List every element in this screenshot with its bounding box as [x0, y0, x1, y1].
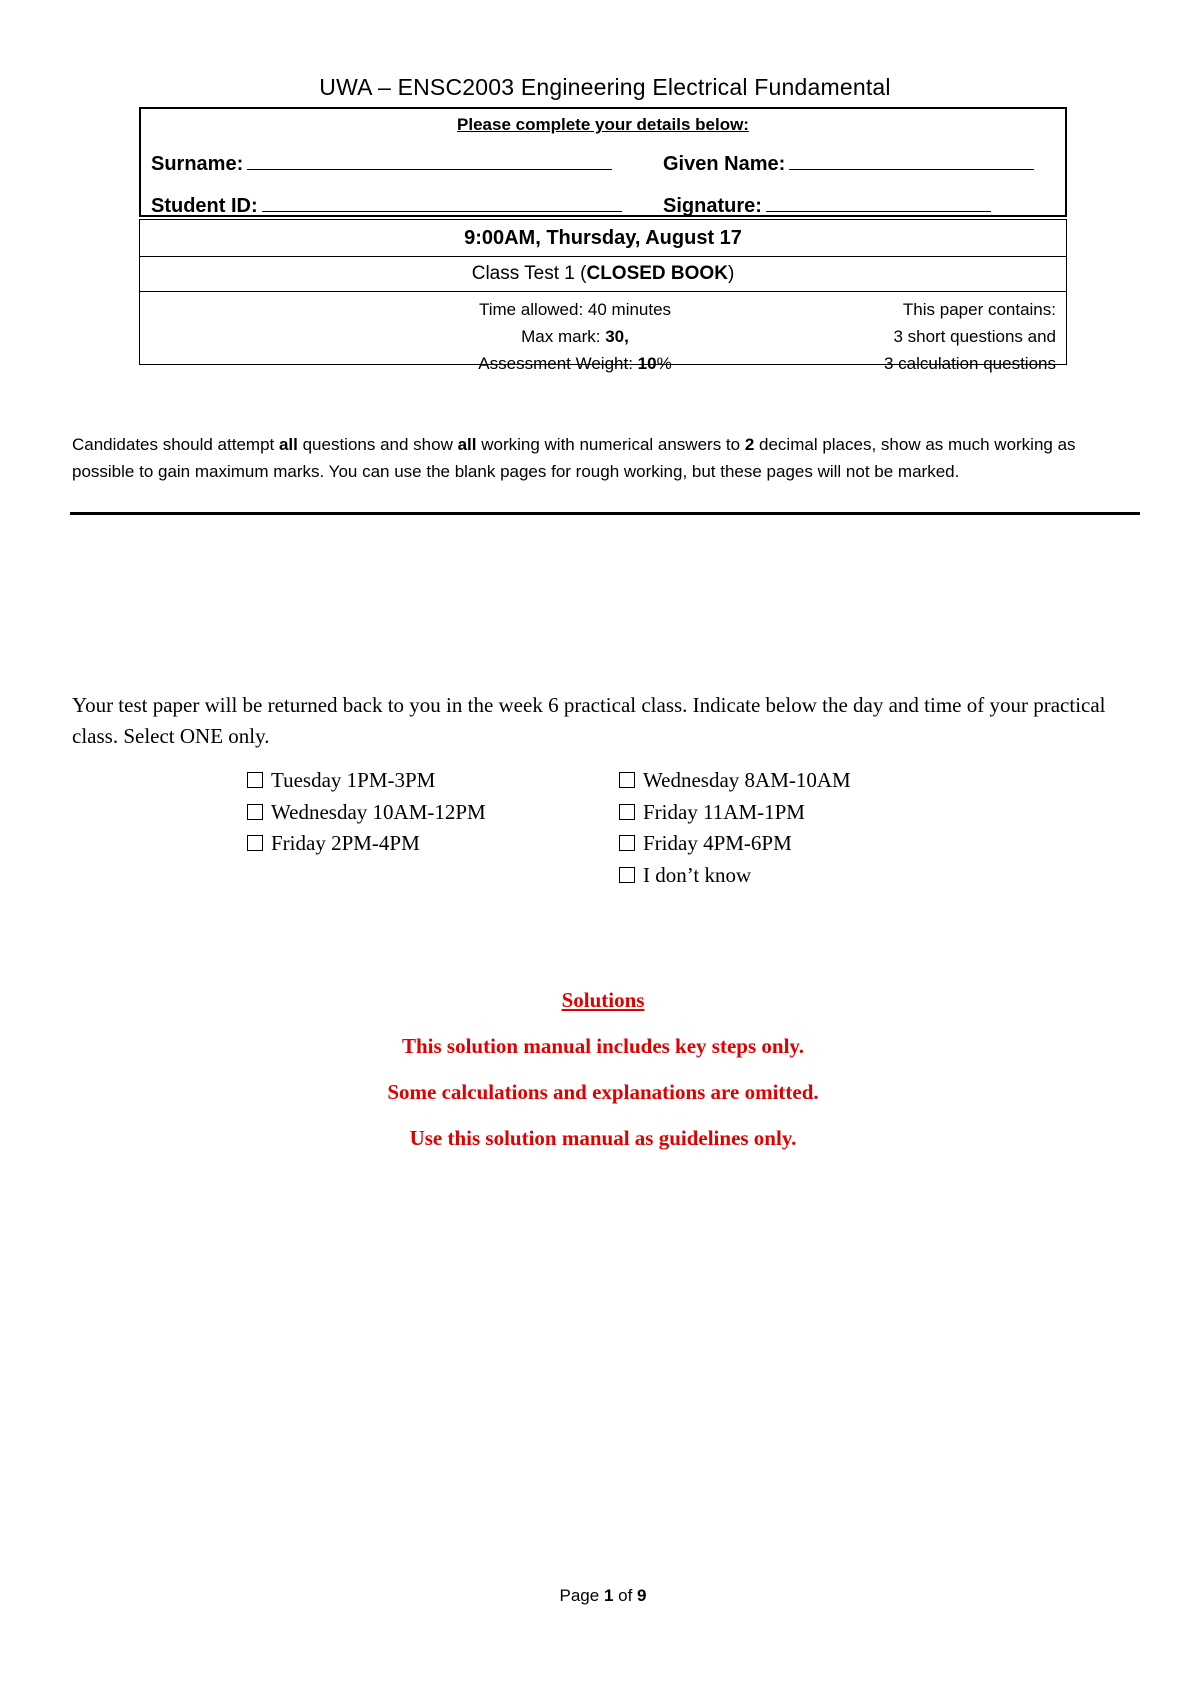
checkbox-icon[interactable]	[247, 772, 263, 788]
exam-info-table	[139, 219, 1067, 373]
solutions-note-1: This solution manual includes key steps only.	[401, 1034, 805, 1058]
surname-label: Surname:	[151, 153, 244, 175]
max-mark-value: 30	[605, 327, 625, 346]
given-name-label: Given Name:	[663, 153, 786, 175]
signature-field	[663, 193, 991, 218]
exam-meta	[140, 292, 1067, 373]
weight-suffix: %	[656, 354, 672, 373]
instr-3: working with numerical answers to	[476, 435, 745, 454]
page-of: of	[613, 1586, 638, 1605]
solutions-note-3: Use this solution manual as guidelines only.	[409, 1126, 797, 1150]
details-box	[139, 107, 1067, 217]
page-number	[0, 1586, 1200, 1606]
divider	[70, 512, 1140, 515]
instr-3-bold: 2	[744, 435, 755, 454]
option-label: Wednesday 10AM-12PM	[271, 800, 486, 824]
option-label: I don’t know	[643, 863, 752, 887]
instr-2: questions and show	[297, 435, 458, 454]
checkbox-icon[interactable]	[619, 867, 635, 883]
student-id-field	[151, 193, 622, 218]
option-label: Tuesday 1PM-3PM	[271, 768, 436, 792]
practical-option[interactable]	[247, 828, 420, 859]
max-mark-suffix: ,	[624, 327, 629, 346]
contains-line-1: This paper contains:	[902, 300, 1056, 319]
details-heading: Please complete your details below:	[457, 115, 749, 134]
contains-line-2: 3 short questions and	[893, 327, 1056, 346]
practical-intro: Your test paper will be returned back to you in the week 6 practical class. Indicate below the day and time of your practical class. Select ONE only.	[72, 693, 1106, 748]
checkbox-icon[interactable]	[247, 804, 263, 820]
max-mark	[440, 323, 710, 350]
instr-1: Candidates should attempt	[72, 435, 279, 454]
option-label: Friday 11AM-1PM	[643, 800, 805, 824]
option-label: Friday 2PM-4PM	[271, 831, 420, 855]
test-name-text: Class Test 1 (	[471, 263, 587, 284]
assessment-weight	[440, 350, 710, 377]
checkbox-icon[interactable]	[619, 835, 635, 851]
page-prefix: Page	[559, 1586, 604, 1605]
signature-input-line[interactable]	[766, 193, 991, 212]
exam-timing	[440, 296, 710, 377]
option-label: Friday 4PM-6PM	[643, 831, 792, 855]
weight-value: 10	[637, 354, 657, 373]
instr-4: decimal places, show as much working as possible to gain maximum marks. You can use the blank pages for rough working, but these pages will not be marked.	[72, 435, 1076, 481]
solutions-title: Solutions	[561, 988, 645, 1012]
test-name-close: )	[727, 263, 735, 284]
solutions-note-2: Some calculations and explanations are omitted.	[387, 1080, 819, 1104]
closed-book-text: CLOSED BOOK	[586, 263, 728, 284]
checkbox-icon[interactable]	[619, 804, 635, 820]
paper-contents	[884, 296, 1056, 377]
test-name	[140, 257, 1067, 292]
time-allowed: Time allowed: 40 minutes	[478, 300, 672, 319]
exam-datetime: 9:00AM, Thursday, August 17	[140, 220, 1067, 257]
contains-line-3: 3 calculation questions	[883, 354, 1056, 373]
signature-label: Signature:	[663, 195, 762, 217]
given-name-field	[663, 151, 1034, 176]
practical-option[interactable]	[247, 765, 435, 796]
given-name-input-line[interactable]	[789, 151, 1034, 170]
instr-2-bold: all	[457, 435, 477, 454]
student-id-label: Student ID:	[151, 195, 258, 217]
practical-option[interactable]	[619, 828, 792, 859]
max-mark-label: Max mark:	[521, 327, 606, 346]
page-total: 9	[637, 1586, 647, 1605]
instructions	[72, 431, 1142, 485]
student-id-input-line[interactable]	[262, 193, 622, 212]
checkbox-icon[interactable]	[619, 772, 635, 788]
surname-input-line[interactable]	[247, 151, 612, 170]
instr-1-bold: all	[278, 435, 298, 454]
practical-option[interactable]	[247, 797, 486, 828]
page-current: 1	[603, 1586, 614, 1605]
practical-option[interactable]	[619, 765, 851, 796]
practical-option[interactable]	[619, 860, 751, 891]
page-title: UWA – ENSC2003 Engineering Electrical Fundamental	[319, 74, 891, 100]
surname-field	[151, 151, 612, 176]
checkbox-icon[interactable]	[247, 835, 263, 851]
option-label: Wednesday 8AM-10AM	[643, 768, 851, 792]
weight-label: Assessment Weight:	[478, 354, 638, 373]
practical-option[interactable]	[619, 797, 805, 828]
